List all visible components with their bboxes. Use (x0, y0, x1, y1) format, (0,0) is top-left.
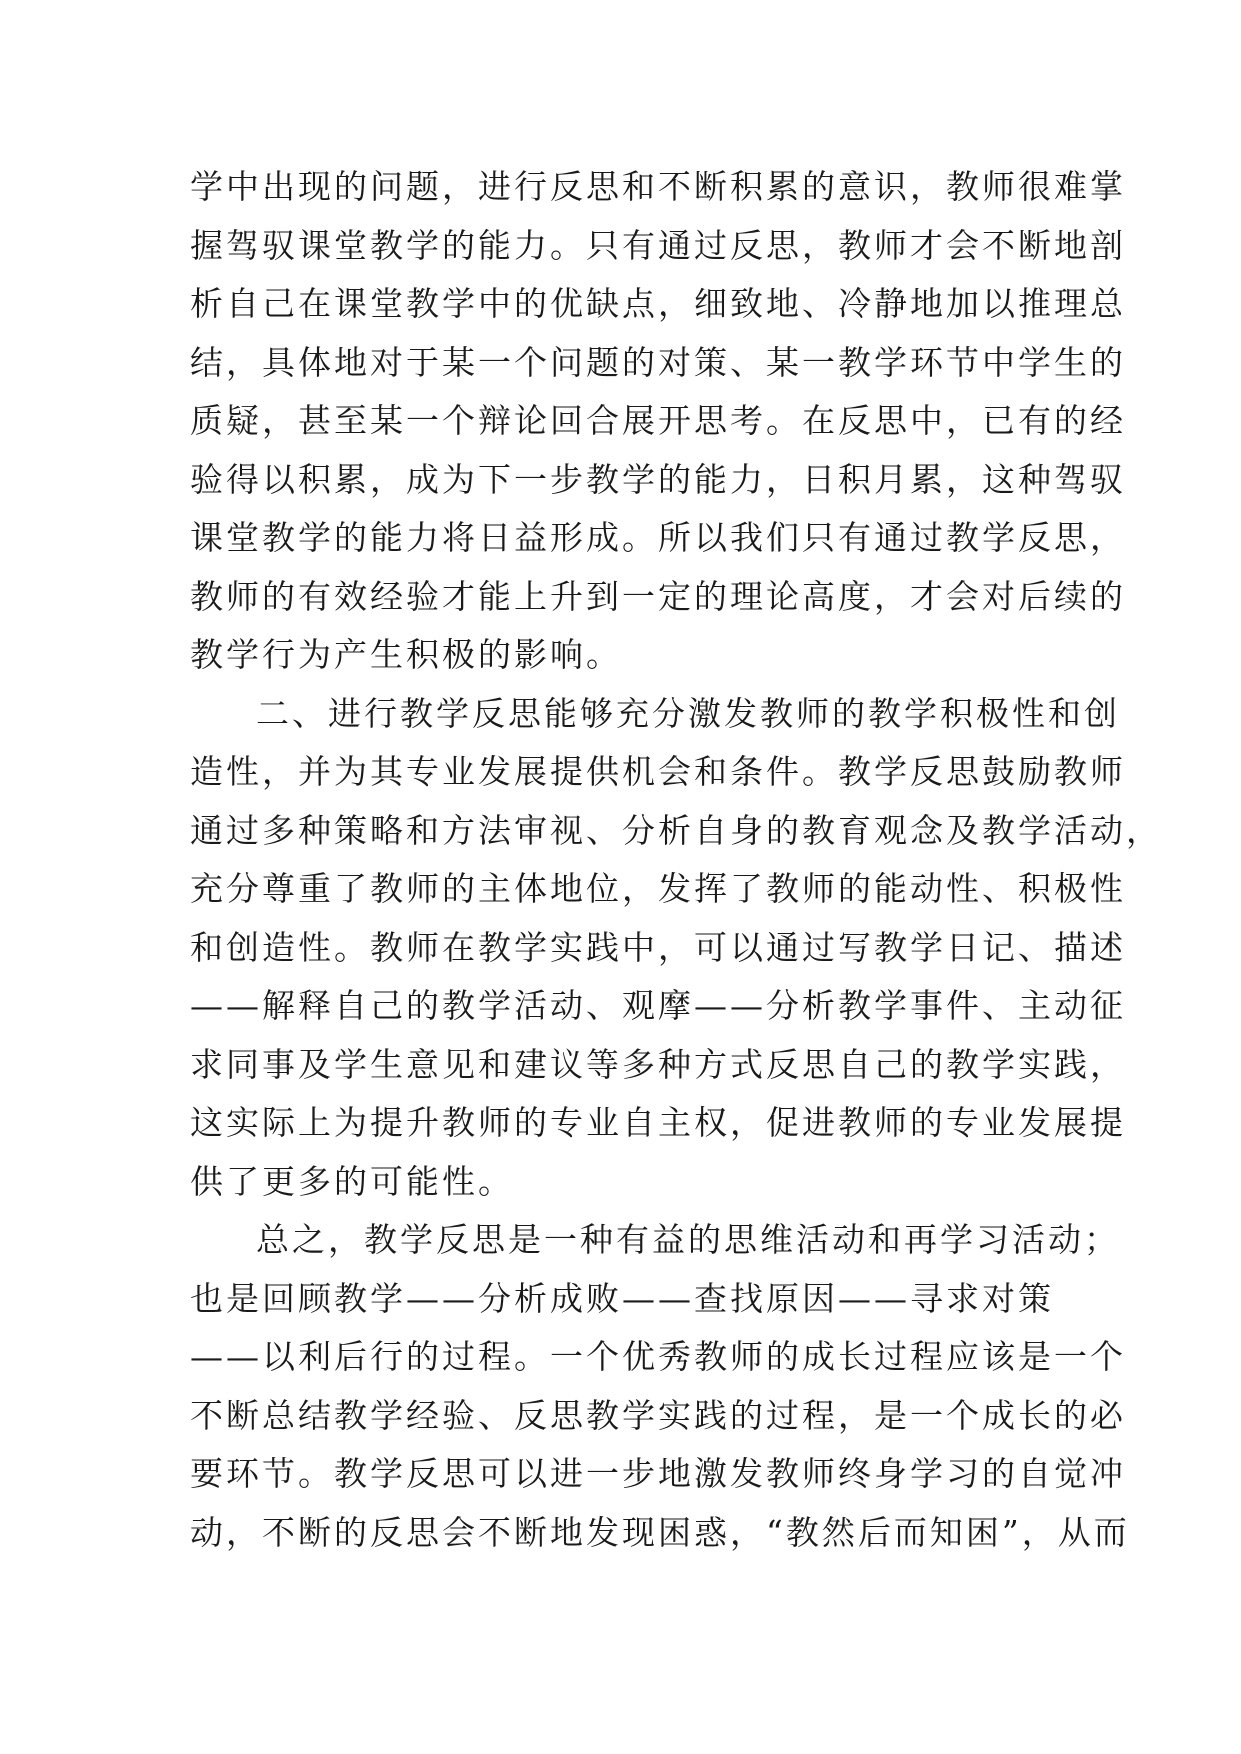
text-line: ——解释自己的教学活动、观摩——分析教学事件、主动征 (190, 986, 1126, 1025)
text-line: 总之，教学反思是一种有益的思维活动和再学习活动； (256, 1220, 1120, 1259)
text-line: 这实际上为提升教师的专业自主权，促进教师的专业发展提 (190, 1103, 1126, 1142)
text-line: 也是回顾教学——分析成败——查找原因——寻求对策 (190, 1278, 1054, 1318)
text-line: 握驾驭课堂教学的能力。只有通过反思，教师才会不断地剖 (190, 225, 1126, 265)
text-line: 要环节。教学反思可以进一步地激发教师终身学习的自觉冲 (190, 1454, 1126, 1493)
document-body (190, 158, 1162, 1562)
text-line: 充分尊重了教师的主体地位，发挥了教师的能动性、积极性 (190, 869, 1126, 908)
text-line: 结，具体地对于某一个问题的对策、某一教学环节中学生的 (190, 342, 1126, 382)
text-line: 造性，并为其专业发展提供机会和条件。教学反思鼓励教师 (190, 752, 1126, 791)
text-line: 析自己在课堂教学中的优缺点，细致地、冷静地加以推理总 (190, 284, 1126, 323)
text-line: 求同事及学生意见和建议等多种方式反思自己的教学实践， (190, 1044, 1126, 1084)
text-line: 不断总结教学经验、反思教学实践的过程，是一个成长的必 (190, 1395, 1126, 1435)
text-line: 课堂教学的能力将日益形成。所以我们只有通过教学反思， (190, 518, 1126, 557)
text-line: 通过多种策略和方法审视、分析自身的教育观念及教学活动， (190, 810, 1162, 850)
text-line: ——以利后行的过程。一个优秀教师的成长过程应该是一个 (190, 1337, 1126, 1376)
text-line: 验得以积累，成为下一步教学的能力，日积月累，这种驾驭 (190, 459, 1126, 499)
text-line: 供了更多的可能性。 (190, 1161, 514, 1201)
text-line: 质疑，甚至某一个辩论回合展开思考。在反思中，已有的经 (190, 401, 1126, 440)
text-line: 和创造性。教师在教学实践中，可以通过写教学日记、描述 (190, 927, 1126, 967)
text-line: 教师的有效经验才能上升到一定的理论高度，才会对后续的 (190, 576, 1126, 616)
text-line: 教学行为产生积极的影响。 (190, 635, 622, 674)
text-line: 学中出现的问题，进行反思和不断积累的意识，教师很难掌 (190, 167, 1126, 206)
text-line: 二、进行教学反思能够充分激发教师的教学积极性和创 (256, 693, 1120, 733)
text-line: 动，不断的反思会不断地发现困惑，“教然后而知困”，从而 (190, 1512, 1130, 1552)
